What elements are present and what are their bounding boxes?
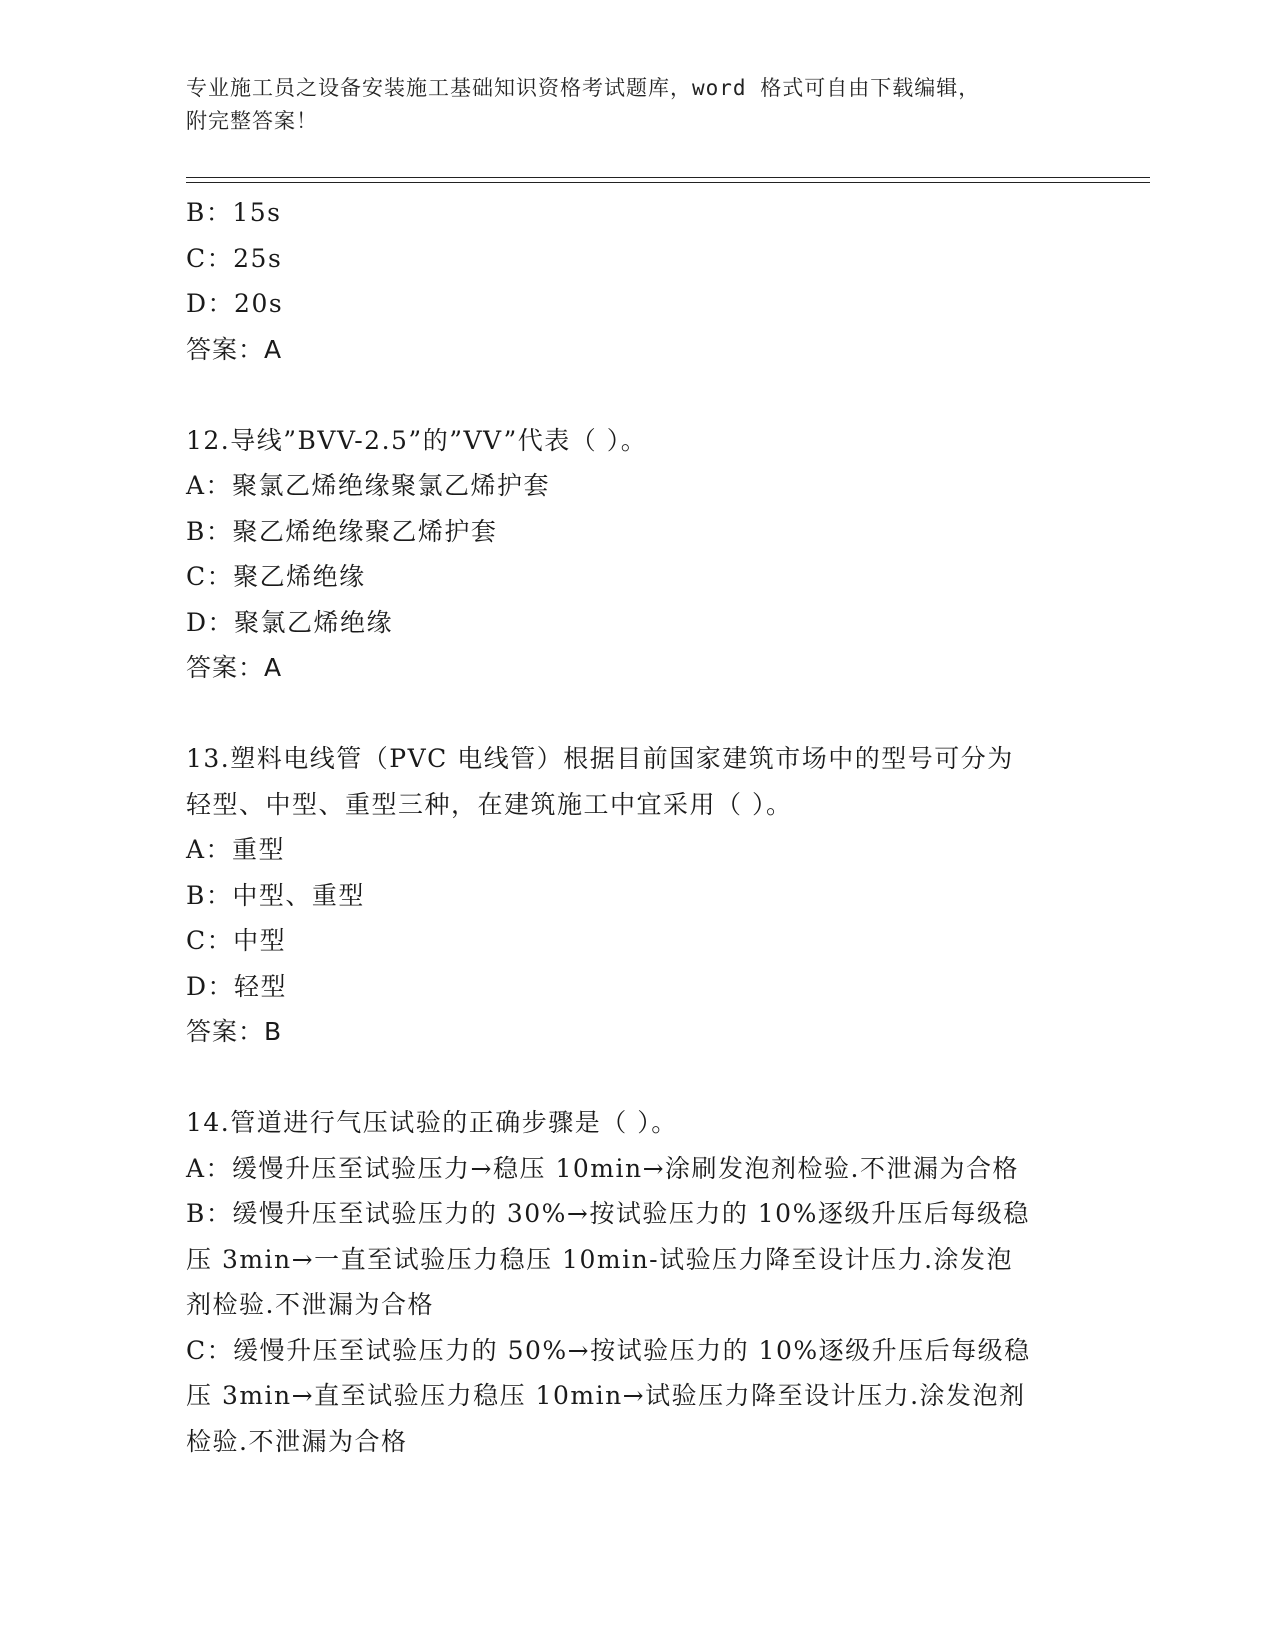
option-b-line-1: B：缓慢升压至试验压力的 30%→按试验压力的 10%逐级升压后每级稳: [186, 1199, 1030, 1228]
option-b: B：聚乙烯绝缘聚乙烯护套: [186, 516, 498, 546]
question-stem-line-1: 13.塑料电线管（PVC 电线管）根据目前国家建筑市场中的型号可分为: [186, 744, 1014, 773]
option-a: A：聚氯乙烯绝缘聚氯乙烯护套: [186, 471, 551, 500]
option-a: A：重型: [186, 835, 286, 864]
option-c-line-3: 检验.不泄漏为合格: [186, 1426, 408, 1456]
option-c-line-1: C：缓慢升压至试验压力的 50%→按试验压力的 10%逐级升压后每级稳: [186, 1335, 1031, 1365]
question-list: [186, 190, 1106, 1464]
answer-label: 答案：A: [186, 334, 283, 364]
option-d: D：聚氯乙烯绝缘: [186, 607, 394, 637]
header-line-2: 附完整答案！: [186, 109, 318, 133]
answer-label: 答案：B: [186, 1017, 283, 1046]
question-stem: 14.管道进行气压试验的正确步骤是（ ）。: [186, 1108, 678, 1137]
spacer: [186, 1055, 1106, 1101]
option-b-line-2: 压 3min→一直至试验压力稳压 10min-试验压力降至设计压力.涂发泡: [186, 1244, 1014, 1274]
question-stem-line-2: 轻型、中型、重型三种，在建筑施工中宜采用（ ）。: [186, 789, 793, 819]
option-c: C：聚乙烯绝缘: [186, 562, 366, 591]
option-a: A：缓慢升压至试验压力→稳压 10min→涂刷发泡剂检验.不泄漏为合格: [186, 1153, 1019, 1183]
option-c-line-2: 压 3min→直至试验压力稳压 10min→试验压力降至设计压力.涂发泡剂: [186, 1381, 1026, 1410]
question-13: [186, 736, 1066, 1055]
spacer: [186, 691, 1106, 737]
spacer: [186, 372, 1106, 418]
option-b-line-3: 剂检验.不泄漏为合格: [186, 1290, 434, 1319]
option-d: D：轻型: [186, 971, 288, 1001]
header-divider-bottom: [186, 182, 1150, 183]
question-14: [186, 1100, 1066, 1464]
document-header: [186, 72, 1066, 138]
header-line-1: 专业施工员之设备安装施工基础知识资格考试题库，word 格式可自由下载编辑，: [186, 76, 981, 100]
question-stem: 12.导线”BVV-2.5”的”VV”代表（ ）。: [186, 425, 648, 455]
option-c: C：25s: [186, 243, 283, 273]
prev-question-block: [186, 190, 1106, 372]
header-divider-top: [186, 177, 1150, 178]
option-c: C：中型: [186, 926, 287, 955]
answer-label: 答案：A: [186, 653, 283, 682]
question-12: [186, 418, 1066, 691]
option-b: B：15s: [186, 198, 282, 227]
option-d: D：20s: [186, 289, 284, 318]
option-b: B：中型、重型: [186, 880, 365, 910]
